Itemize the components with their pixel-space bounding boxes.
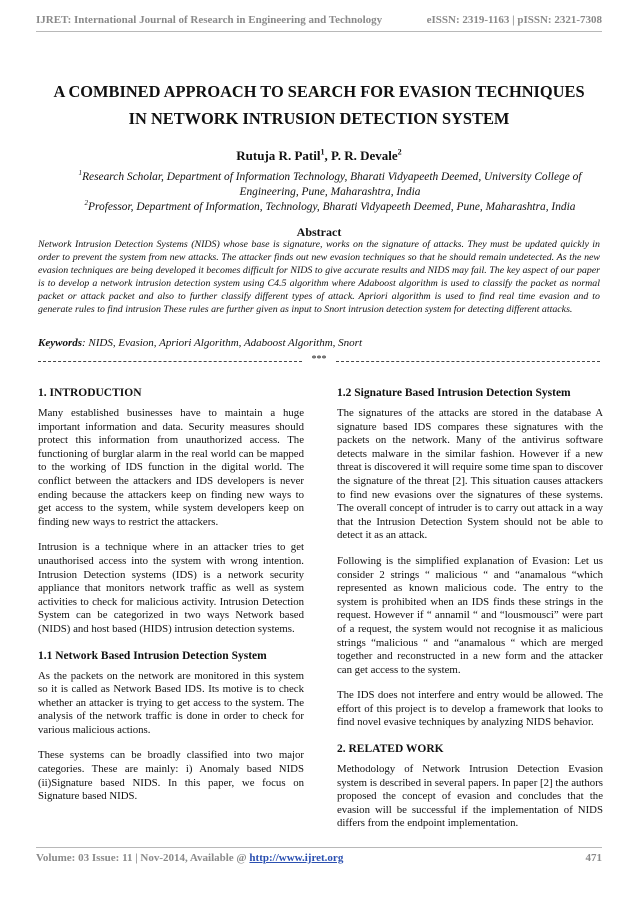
nbids-paragraph-2: These systems can be broadly classified into two major categories. These are mainly: i) Anomaly based NIDS (ii)Signature based NIDS. In this paper, we focus on Signature based NIDS. — [38, 749, 304, 803]
keywords-label: Keywords — [38, 337, 82, 349]
related-work-heading: 2. RELATED WORK — [337, 743, 444, 756]
paper-title — [20, 78, 618, 132]
author-2: P. R. Devale — [330, 148, 398, 163]
volume-text: Volume: 03 Issue: 11 | Nov-2014, Available @ — [36, 852, 250, 864]
affiliation-1-mark: 1 — [78, 169, 83, 178]
intro-paragraph-1: Many established businesses have to maintain a huge important information and data. Security measures should protect this information from unauthorized access. The functioning of burglar alarm in the real world can be mapped to the working of IDS function in the digital world. The conflict between the attackers and IDS developers is never ending because the attackers keep on finding new ways to get access to the system, while system developers keep on finding new ways to restrict the attackers. — [38, 407, 304, 528]
abstract-text: Network Intrusion Detection Systems (NIDS) whose base is signature, works on the signature of attacks. They must be updated quickly in order to prevent the system from new attacks. The attacker finds out new evasion techniques so that he should remain undetected. As the new evasion techniques are being developed it becomes difficult for NIDS to give accurate results and NIDS may fail. The key aspect of our paper is to develop a network intrusion detection system using C4.5 algorithm where Adaboost algorithm is used to classify the packet as normal packet or attack packet and also to further classify different types of attack. Apriori algorithm is used to find real time evasion and to generate rules to find intrusion These rules are further given as input to Snort intrusion detection system for detecting different attacks. — [38, 239, 600, 316]
intro-paragraph-2: Intrusion is a technique where in an attacker tries to get unauthorised access into the system with wrong intention. Intrusion Detection systems (IDS) is a network security appliance that monitors network traffic as well as system activities to check for malicious activity. Intrusion Detection System can be categorized in two ways Network based (NIDS) and host based (HIDS) intrusion detection systems. — [38, 541, 304, 635]
separator-dash-right — [336, 361, 600, 362]
keywords — [38, 337, 600, 349]
footer-rule — [36, 847, 602, 848]
author-2-affiliation-mark: 2 — [397, 147, 402, 157]
sbids-paragraph-2: Following is the simplified explanation of Evasion: Let us consider 2 strings “ malicious “ and “anamalous “which represented as known malicious code. The entry to the system is prohibited when an IDS finds these strings in the request. However if “ annamil “ and “lousmousci” were part of a request, the system would not recognise it as malicious strings “malicious “ and “anamalous “ which are merged together and reconstructed in a new form and the attacker can get access to the system. — [337, 554, 603, 676]
nbids-heading: 1.1 Network Based Intrusion Detection System — [38, 649, 267, 662]
affiliations — [52, 170, 608, 215]
affiliation-2 — [52, 200, 608, 215]
header-rule — [36, 31, 602, 32]
related-work-paragraph-1: Methodology of Network Intrusion Detection Evasion system is described in several papers. In paper [2] the authors proposed the concept of evasion and concludes that the evasion will be successful if the implementation of NIDS differs from the endpoint implementation. — [337, 763, 603, 830]
nbids-paragraph-1: As the packets on the network are monitored in this system so it is called as Network Based IDS. Its motive is to check whether an attacker is trying to get access to the system. The analysis of the network traffic is done in order to check for various malicious actions. — [38, 669, 304, 736]
sbids-paragraph-1: The signatures of the attacks are stored in the database A signature based IDS compares these signatures with the packets on the network. Many of the antivirus software detects malware in the similar fashion. However if a new threat is discovered it will require some time span to discover the signature of the threat [2]. This situation causes attackers to find new evasions over the signatures of these systems. The overall concept of intruder is to carry out attack in a way that the Intrusion Detection System should not be able to detect it as an attack. — [337, 407, 603, 542]
running-footer — [36, 852, 602, 868]
journal-name: IJRET: International Journal of Research in Engineering and Technology — [36, 14, 383, 26]
separator-dash-left — [38, 361, 302, 362]
affiliation-2-text: Professor, Department of Information, Technology, Bharati Vidyapeeth Deemed, Pune, Maharashtra, India — [88, 201, 576, 213]
left-column — [38, 386, 304, 816]
right-column — [337, 386, 603, 843]
issn: eISSN: 2319-1163 | pISSN: 2321-7308 — [426, 14, 602, 26]
author-1-affiliation-mark: 1 — [320, 147, 325, 157]
running-header — [36, 14, 602, 30]
author-list — [20, 148, 618, 164]
affiliation-1-text: Research Scholar, Department of Information Technology, Bharati Vidyapeeth Deemed, University College of Engineering, Pune, Maharashtra, India — [82, 171, 582, 198]
keywords-text: : NIDS, Evasion, Apriori Algorithm, Adaboost Algorithm, Snort — [82, 337, 363, 349]
abstract-heading: Abstract — [296, 225, 342, 239]
sbids-paragraph-3: The IDS does not interfere and entry would be allowed. The effort of this project is to develop a framework that looks to find novel evasive techniques by analyzing NIDS behavior. — [337, 689, 603, 729]
title-line-2: IN NETWORK INTRUSION DETECTION SYSTEM — [128, 109, 510, 128]
affiliation-2-mark: 2 — [84, 199, 89, 208]
section-separator — [38, 355, 600, 367]
journal-url-link[interactable]: http://www.ijret.org — [249, 852, 344, 864]
page-number: 471 — [585, 852, 602, 864]
sbids-heading: 1.2 Signature Based Intrusion Detection System — [337, 387, 571, 399]
author-separator: , — [324, 148, 331, 163]
intro-heading: 1. INTRODUCTION — [38, 387, 142, 399]
author-1: Rutuja R. Patil — [236, 148, 321, 163]
affiliation-1 — [52, 170, 608, 200]
title-line-1: A COMBINED APPROACH TO SEARCH FOR EVASION TECHNIQUES — [53, 82, 585, 101]
volume-info — [36, 852, 343, 864]
separator-stars: *** — [311, 354, 327, 365]
